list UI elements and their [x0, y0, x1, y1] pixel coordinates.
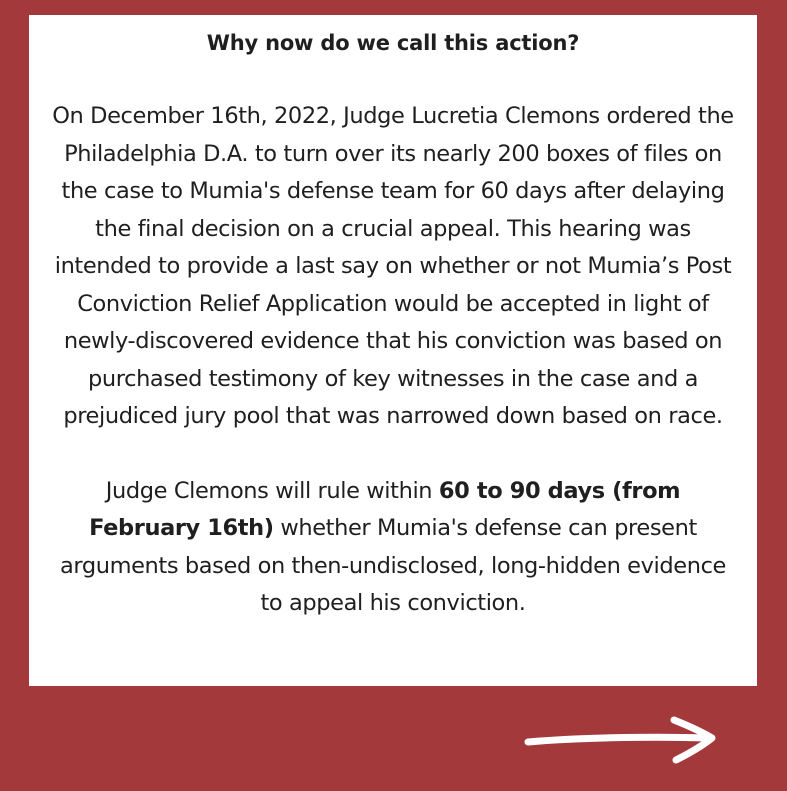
- paragraph-ruling-lead: Judge Clemons will rule within: [105, 477, 439, 504]
- right-arrow-icon[interactable]: [524, 714, 720, 764]
- paragraph-ruling-tail: whether Mumia's defense can present arguments based on then-undisclosed, long-hidden evidence to appeal his conviction.: [60, 515, 726, 616]
- paragraph-december-ruling: On December 16th, 2022, Judge Lucretia Clemons ordered the Philadelphia D.A. to turn over its nearly 200 boxes of files on the case to Mumia's defense team for 60 days after delaying the final decision on a crucial appeal. This hearing was intended to provide a last say on whether or not Mumia’s Post Conviction Relief Application would be accepted in light of newly-discovered evidence that his conviction was based on purchased testimony of key witnesses in the case and a prejudiced jury pool that was narrowed down based on race.: [52, 103, 734, 429]
- ruling-timeframe-emphasis: 60 to 90 days (from February 16th): [89, 477, 681, 541]
- text-card: [29, 15, 757, 686]
- paragraph-ruling-timeline: [47, 473, 739, 623]
- heading: Why now do we call this action?: [206, 31, 580, 55]
